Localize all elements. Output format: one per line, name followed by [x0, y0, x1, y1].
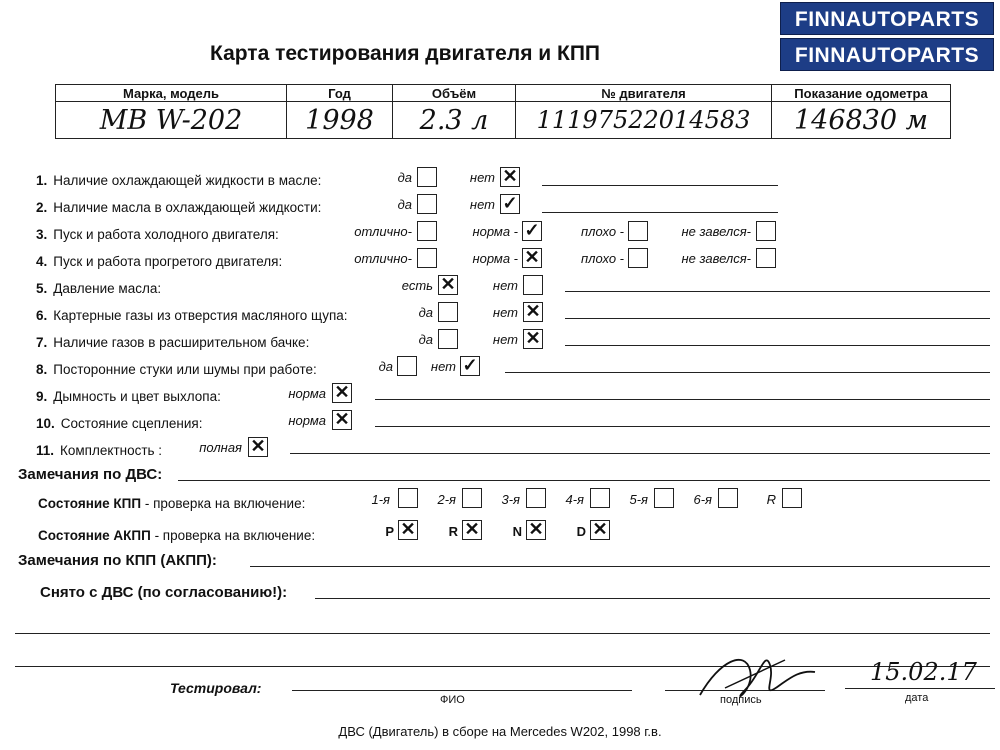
checkbox-q2-yes[interactable] [417, 194, 437, 214]
page-title: Карта тестирования двигателя и КПП [210, 42, 601, 65]
blank-line [15, 666, 990, 667]
remarks-gearbox-line [250, 566, 990, 567]
auto-gearbox-label: Состояние АКПП - проверка на включение: [38, 528, 316, 543]
checkbox-q3-normal[interactable]: ✓ [522, 221, 542, 241]
logo-line-1: FINNAUTOPARTS [780, 2, 994, 35]
checkbox-q7-yes[interactable] [438, 329, 458, 349]
answer-line [565, 291, 990, 292]
checkbox-gear-p[interactable]: ✕ [398, 520, 418, 540]
col-volume: Объём [393, 85, 516, 102]
option-label: да [378, 359, 393, 374]
question-8: 8. Посторонние стуки или шумы при работе: [36, 362, 317, 377]
gear-label: 6-я [693, 492, 712, 507]
option-label: да [397, 170, 412, 185]
gear-label: P [385, 524, 394, 539]
odometer-value: 146830 м [793, 104, 929, 136]
option-label: нет [469, 170, 495, 185]
removed-parts-line [315, 598, 990, 599]
option-label: не завелся- [681, 251, 751, 266]
option-label: нет [492, 278, 518, 293]
blank-line [15, 633, 990, 634]
question-6: 6. Картерные газы из отверстия масляного щупа: [36, 308, 348, 323]
option-label: отлично- [354, 224, 412, 239]
col-engine-number: № двигателя [516, 85, 772, 102]
manual-gearbox-label: Состояние КПП - проверка на включение: [38, 496, 306, 511]
checkbox-gear-r[interactable] [782, 488, 802, 508]
answer-line [542, 212, 778, 213]
col-make-model: Марка, модель [56, 85, 287, 102]
checkbox-q11-complete[interactable]: ✕ [248, 437, 268, 457]
option-label: нет [492, 305, 518, 320]
checkbox-gear-5[interactable] [654, 488, 674, 508]
gear-label: R [766, 492, 776, 507]
date-label: дата [905, 692, 929, 704]
checkbox-q4-normal[interactable]: ✕ [522, 248, 542, 268]
remarks-gearbox-label: Замечания по КПП (АКПП): [18, 552, 217, 569]
gear-label: 4-я [565, 492, 584, 507]
option-label: нет [492, 332, 518, 347]
checkbox-q4-no-start[interactable] [756, 248, 776, 268]
question-5: 5. Давление масла: [36, 281, 162, 296]
answer-line [505, 372, 990, 373]
answer-line [375, 426, 990, 427]
option-label: есть [401, 278, 433, 293]
make-model-value: MB W-202 [99, 104, 243, 136]
option-label: норма [288, 386, 326, 401]
checkbox-q3-bad[interactable] [628, 221, 648, 241]
checkbox-q3-excellent[interactable] [417, 221, 437, 241]
col-year: Год [287, 85, 393, 102]
question-11: 11. Комплектность : [36, 443, 163, 458]
tested-by-label: Тестировал: [170, 680, 262, 696]
option-label: да [397, 197, 412, 212]
gear-label: 1-я [371, 492, 390, 507]
checkbox-q9-normal[interactable]: ✕ [332, 383, 352, 403]
question-7: 7. Наличие газов в расширительном бачке: [36, 335, 310, 350]
option-label: да [418, 305, 433, 320]
checkbox-q4-excellent[interactable] [417, 248, 437, 268]
option-label: плохо - [581, 251, 624, 266]
signature-scribble [690, 640, 820, 710]
option-label: да [418, 332, 433, 347]
gear-label: N [512, 524, 522, 539]
question-3: 3. Пуск и работа холодного двигателя: [36, 227, 279, 242]
checkbox-q4-bad[interactable] [628, 248, 648, 268]
checkbox-gear-3[interactable] [526, 488, 546, 508]
checkbox-gear-2[interactable] [462, 488, 482, 508]
question-2: 2. Наличие масла в охлаждающей жидкости: [36, 200, 322, 215]
remarks-engine-line [178, 480, 990, 481]
checkbox-q7-no[interactable]: ✕ [523, 329, 543, 349]
date-value: 15.02.17 [870, 658, 977, 686]
remarks-engine-label: Замечания по ДВС: [18, 466, 163, 483]
checkbox-gear-n[interactable]: ✕ [526, 520, 546, 540]
option-label: норма - [472, 251, 518, 266]
image-caption: ДВС (Двигатель) в сборе на Mercedes W202, 1998 г.в. [338, 724, 662, 739]
option-label: норма - [472, 224, 518, 239]
watermark-logo [780, 2, 994, 72]
volume-value: 2.3 л [419, 104, 489, 136]
checkbox-gear-auto-r[interactable]: ✕ [462, 520, 482, 540]
checkbox-q6-yes[interactable] [438, 302, 458, 322]
answer-line [565, 318, 990, 319]
fio-label: ФИО [440, 694, 465, 706]
gear-label: R [448, 524, 458, 539]
question-10: 10. Состояние сцепления: [36, 416, 203, 431]
question-9: 9. Дымность и цвет выхлопа: [36, 389, 221, 404]
checkbox-q1-yes[interactable] [417, 167, 437, 187]
removed-parts-label: Снято с ДВС (по согласованию!): [40, 584, 288, 601]
option-label: плохо - [581, 224, 624, 239]
date-line [845, 688, 995, 689]
signature-label: подпись [720, 694, 762, 706]
engine-number-value: 11197522014583 [536, 106, 751, 134]
checkbox-gear-1[interactable] [398, 488, 418, 508]
checkbox-q8-yes[interactable] [397, 356, 417, 376]
option-label: отлично- [354, 251, 412, 266]
question-4: 4. Пуск и работа прогретого двигателя: [36, 254, 283, 269]
gear-label: D [576, 524, 586, 539]
col-odometer: Показание одометра [772, 85, 951, 102]
option-label: не завелся- [681, 224, 751, 239]
answer-line [542, 185, 778, 186]
checkbox-q6-no[interactable]: ✕ [523, 302, 543, 322]
gear-label: 3-я [501, 492, 520, 507]
option-label: норма [288, 413, 326, 428]
year-value: 1998 [305, 104, 374, 136]
checkbox-q1-no[interactable]: ✕ [500, 167, 520, 187]
answer-line [290, 453, 990, 454]
checkbox-q5-yes[interactable]: ✕ [438, 275, 458, 295]
checkbox-gear-4[interactable] [590, 488, 610, 508]
checkbox-q5-no[interactable] [523, 275, 543, 295]
checkbox-gear-d[interactable]: ✕ [590, 520, 610, 540]
fio-line [292, 690, 632, 691]
checkbox-q8-no[interactable]: ✓ [460, 356, 480, 376]
answer-line [375, 399, 990, 400]
option-label: нет [430, 359, 456, 374]
checkbox-q2-no[interactable]: ✓ [500, 194, 520, 214]
vehicle-info-table [55, 84, 951, 139]
checkbox-q3-no-start[interactable] [756, 221, 776, 241]
answer-line [565, 345, 990, 346]
checkbox-gear-6[interactable] [718, 488, 738, 508]
option-label: полная [199, 440, 242, 455]
checkbox-q10-normal[interactable]: ✕ [332, 410, 352, 430]
question-1: 1. Наличие охлаждающей жидкости в масле: [36, 173, 322, 188]
gear-label: 2-я [437, 492, 456, 507]
gear-label: 5-я [629, 492, 648, 507]
logo-line-2: FINNAUTOPARTS [780, 38, 994, 71]
option-label: нет [469, 197, 495, 212]
